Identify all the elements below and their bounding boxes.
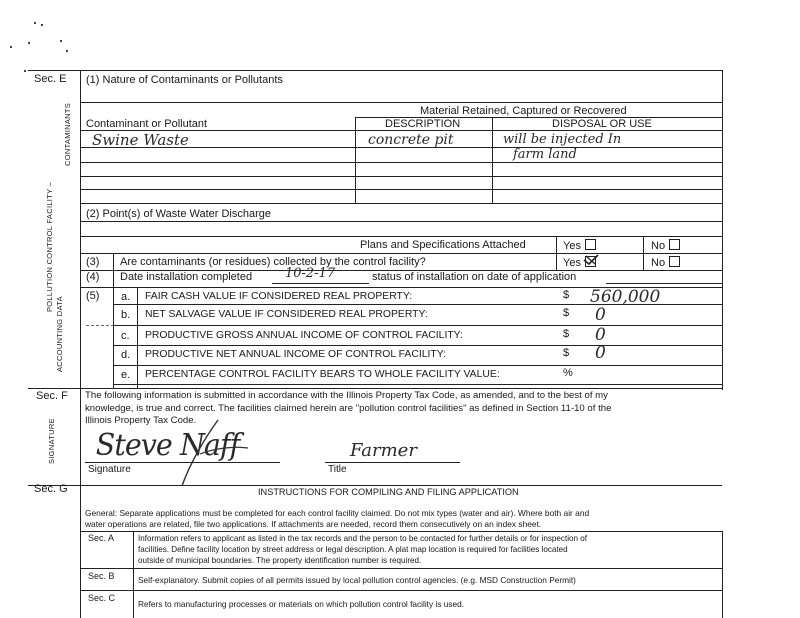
rule: [325, 462, 460, 463]
collected-no-checkbox[interactable]: [669, 256, 680, 267]
rule: [80, 221, 722, 222]
side-label-accounting: ACCOUNTING DATA: [55, 296, 64, 372]
rule: [113, 304, 722, 305]
side-label-contaminants: CONTAMINANTS: [63, 102, 72, 166]
rule: [80, 102, 722, 103]
sec-b-line-1: Self-explanatory. Submit copies of all permits issued by local pollution control agencies. (e.g. MSD Construction Permit): [138, 575, 576, 585]
sec-a-code: Sec. A: [88, 533, 115, 543]
item-prefix: $: [563, 307, 570, 319]
instructions-heading: INSTRUCTIONS FOR COMPILING AND FILING APPLICATION: [258, 487, 519, 497]
col-disposal-header: DISPOSAL OR USE: [552, 118, 652, 130]
q3-text: Are contaminants (or residues) collected by the control facility?: [120, 256, 426, 268]
statement-line-2: knowledge, is true and correct. The facilities claimed herein are "pollution control facilities" as defined in Section 11-10 of the: [85, 403, 612, 414]
collected-yes: [563, 256, 596, 269]
item-text: PERCENTAGE CONTROL FACILITY BEARS TO WHOLE FACILITY VALUE:: [145, 369, 500, 380]
item-letter: e.: [121, 369, 131, 381]
collected-yes-checkbox[interactable]: [585, 256, 596, 267]
item-letter: b.: [121, 309, 131, 321]
plans-label: Plans and Specifications Attached: [360, 239, 526, 251]
rule: [722, 70, 723, 390]
rule: [113, 345, 722, 346]
item-value[interactable]: 0: [595, 305, 606, 325]
item-value[interactable]: 0: [595, 343, 606, 363]
item-prefix: $: [563, 328, 570, 340]
signature-flourish: [160, 418, 250, 488]
signature-value[interactable]: Steve Naff: [95, 428, 240, 463]
rule: [113, 365, 722, 366]
sec-a-line-2: facilities. Define facility location by street address or legal description. A plat map location is required for facilities located: [138, 545, 568, 554]
disposal-value-line2[interactable]: farm land: [513, 147, 577, 162]
rule: [80, 485, 81, 618]
general-line-2: water operations are related, file two applications. If attachments are needed, record them consecutively on an index sheet.: [85, 519, 542, 529]
rule: [80, 568, 722, 569]
item-text: NET SALVAGE VALUE IF CONSIDERED REAL PROPERTY:: [145, 309, 428, 320]
sec-b-code: Sec. B: [88, 571, 115, 581]
rule: [137, 287, 138, 388]
item-letter: a.: [121, 291, 131, 303]
collected-yes-label: Yes: [563, 257, 581, 269]
rule: [722, 531, 723, 618]
rule: [28, 388, 722, 389]
plans-yes: [563, 239, 596, 252]
rule: [80, 253, 722, 254]
description-value[interactable]: concrete pit: [368, 132, 454, 148]
scan-speck: [24, 70, 26, 72]
contaminant-value[interactable]: Swine Waste: [92, 131, 189, 149]
general-line-1: General: Separate applications must be completed for each control facility claimed. Do not mix types (water and air). Where both air and: [85, 508, 590, 518]
rule: [80, 531, 722, 532]
rule: [80, 176, 722, 177]
item-letter: c.: [121, 330, 130, 342]
rule: [80, 189, 722, 190]
item-text: PRODUCTIVE GROSS ANNUAL INCOME OF CONTROL FACILITY:: [145, 330, 463, 341]
rule: [133, 531, 134, 618]
q4-text-a: Date installation completed: [120, 271, 253, 283]
item-value[interactable]: 0: [595, 325, 606, 345]
scan-speck: [28, 42, 30, 44]
section-g-label: Sec. G: [34, 483, 68, 495]
plans-yes-checkbox[interactable]: [585, 239, 596, 250]
sec-c-code: Sec. C: [88, 593, 116, 603]
rule: [113, 384, 722, 385]
rule: [80, 388, 81, 486]
q4-number: (4): [86, 271, 100, 283]
rule: [80, 162, 722, 163]
rule: [80, 236, 722, 237]
material-header: Material Retained, Captured or Recovered: [420, 105, 627, 117]
col-description-header: DESCRIPTION: [385, 118, 461, 130]
rule: [113, 325, 722, 326]
item-prefix: %: [563, 367, 573, 379]
rule: [80, 203, 722, 204]
plans-no-label: No: [651, 240, 666, 252]
rule: [606, 283, 722, 284]
rule: [28, 485, 722, 486]
side-label-signature: SIGNATURE: [47, 418, 56, 464]
sec-a-line-3: outside of municipal boundaries. The property identification number is required.: [138, 556, 422, 565]
item-prefix: $: [563, 347, 570, 359]
plans-yes-label: Yes: [563, 240, 581, 252]
q3-number: (3): [86, 256, 100, 268]
scan-speck: [41, 24, 43, 26]
plans-no-checkbox[interactable]: [669, 239, 680, 250]
q4-date-value[interactable]: 10-2-17: [285, 266, 336, 281]
col-contaminant-header: Contaminant or Pollutant: [86, 118, 208, 130]
statement-line-1: The following information is submitted in accordance with the Illinois Property Tax Code, as amended, and to the best of my: [85, 390, 608, 401]
item-text: PRODUCTIVE NET ANNUAL INCOME OF CONTROL FACILITY:: [145, 349, 446, 360]
check-mark-icon: [583, 254, 599, 266]
scan-speck: [34, 22, 36, 24]
title-value[interactable]: Farmer: [350, 440, 417, 461]
rule: [80, 70, 81, 388]
scan-speck: [10, 46, 12, 48]
nature-title: (1) Nature of Contaminants or Pollutants: [86, 74, 283, 86]
discharge-title: (2) Point(s) of Waste Water Discharge: [86, 208, 272, 220]
scan-speck: [60, 40, 62, 42]
rule: [28, 70, 722, 71]
rule: [80, 590, 722, 591]
disposal-value-line1[interactable]: will be injected In: [503, 132, 622, 147]
sec-c-line-1: Refers to manufacturing processes or materials on which pollution control facility is used.: [138, 599, 465, 609]
rule: [113, 253, 114, 388]
q4-text-b: status of installation on date of application: [372, 271, 577, 283]
collected-no-label: No: [651, 257, 666, 269]
item-text: FAIR CASH VALUE IF CONSIDERED REAL PROPERTY:: [145, 291, 413, 302]
side-label-pollution: POLLUTION CONTROL FACILITY –: [45, 181, 54, 312]
q5-number: (5): [86, 290, 100, 302]
rule: [272, 283, 369, 284]
item-letter: d.: [121, 349, 131, 361]
item-value[interactable]: 560,000: [590, 287, 661, 307]
rule: [85, 462, 280, 463]
plans-no: [651, 239, 680, 252]
section-f-label: Sec. F: [36, 390, 68, 402]
collected-no: [651, 256, 680, 269]
sec-a-line-1: Information refers to applicant as listed in the tax records and the person to be contacted for further details or for inspection of: [138, 534, 588, 543]
statement-line-3: Illinois Property Tax Code.: [85, 415, 197, 426]
title-label: Title: [328, 464, 347, 475]
signature-label: Signature: [88, 464, 131, 475]
scan-speck: [66, 50, 68, 52]
item-prefix: $: [563, 289, 570, 301]
section-e-label: Sec. E: [34, 73, 67, 85]
